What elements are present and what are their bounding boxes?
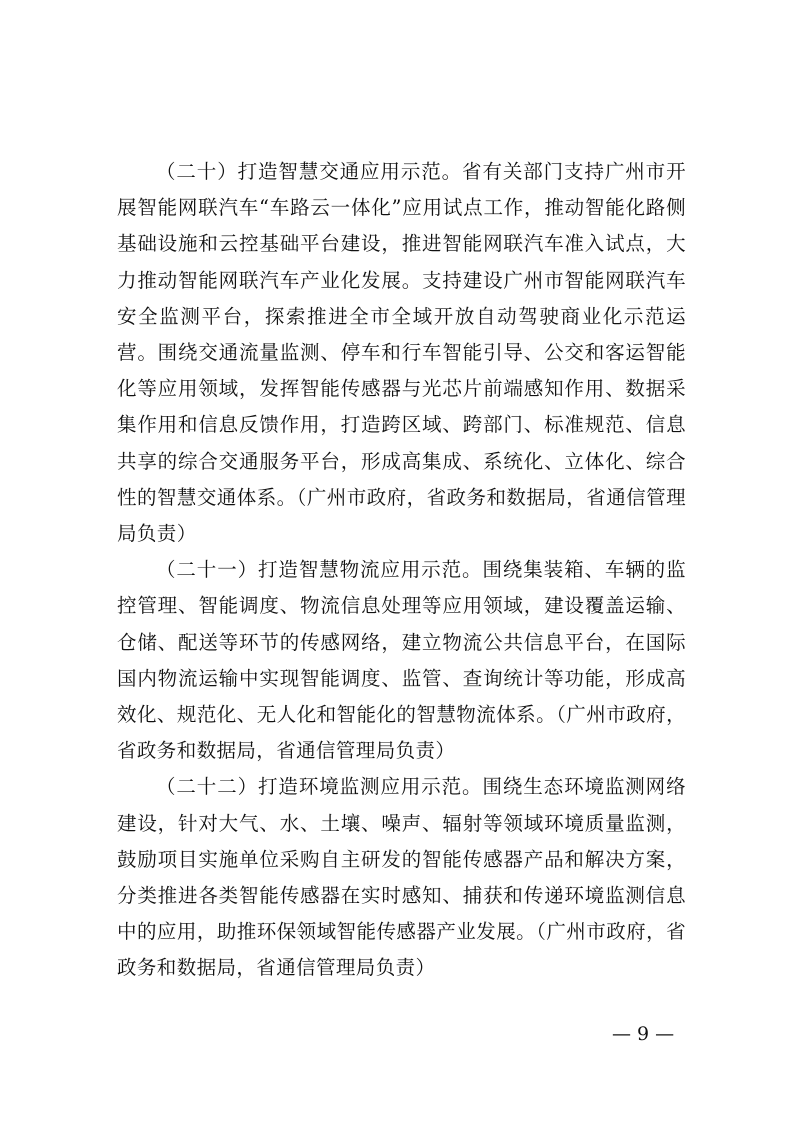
paragraph-text: 围绕集装箱、车辆的监控管理、智能调度、物流信息处理等应用领域，建设覆盖运输、仓储、配送等环节的传感网络，建立物流公共信息平台，在国际国内物流运输中实现智能调度、监管、查询统计等功能，形成高效化、规范化、无人化和智能化的智慧物流体系。（广州市政府，省政务和数据局，省通信管理局负责） — [117, 558, 686, 763]
paragraph-heading: （二十二）打造环境监测应用示范。 — [156, 775, 483, 799]
paragraph-smart-traffic — [117, 154, 686, 552]
paragraph-environment-monitoring — [117, 769, 686, 986]
paragraph-text: 围绕生态环境监测网络建设，针对大气、水、土壤、噪声、辐射等领域环境质量监测，鼓励项目实施单位采购自主研发的智能传感器产品和解决方案，分类推进各类智能传感器在实时感知、捕获和传递环境监测信息中的应用，助推环保领域智能传感器产业发展。（广州市政府，省政务和数据局，省通信管理局负责） — [117, 775, 686, 980]
document-body — [117, 154, 686, 987]
paragraph-text: 省有关部门支持广州市开展智能网联汽车“车路云一体化”应用试点工作，推动智能化路侧基础设施和云控基础平台建设，推进智能网联汽车准入试点，大力推动智能网联汽车产业化发展。支持建设广州市智能网联汽车安全监测平台，探索推进全市全域开放自动驾驶商业化示范运营。围绕交通流量监测、停车和行车智能引导、公交和客运智能化等应用领域，发挥智能传感器与光芯片前端感知作用、数据采集作用和信息反馈作用，打造跨区域、跨部门、标准规范、信息共享的综合交通服务平台，形成高集成、系统化、立体化、综合性的智慧交通体系。（广州市政府，省政务和数据局，省通信管理局负责） — [117, 160, 686, 546]
page-number: — 9 — — [612, 1023, 675, 1045]
paragraph-heading: （二十）打造智慧交通应用示范。 — [156, 160, 463, 183]
paragraph-smart-logistics — [117, 552, 686, 769]
paragraph-heading: （二十一）打造智慧物流应用示范。 — [156, 558, 483, 582]
